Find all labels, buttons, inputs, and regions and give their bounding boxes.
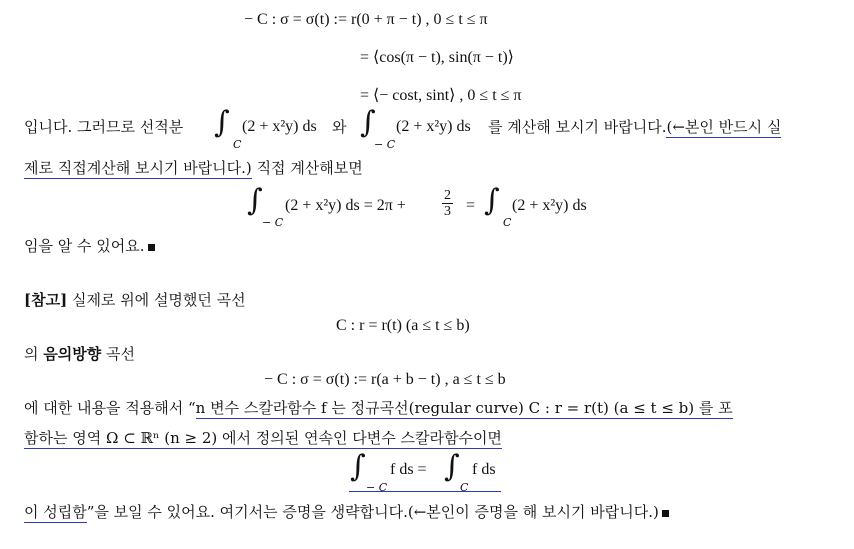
equation-text: − C : σ = σ(t) := r(a + b − t) , a ≤ t ≤ b: [264, 371, 506, 388]
paragraph-2: [24, 236, 155, 256]
denominator: 3: [444, 204, 451, 219]
eq2-sub-mc: [366, 478, 387, 498]
subscript: − C: [366, 481, 388, 494]
equation-line-1: [244, 10, 488, 30]
paragraph-text: 직접 계산해보면: [251, 159, 363, 177]
reference-label: [참고]: [24, 291, 68, 309]
eq2-sub-c: [460, 478, 468, 498]
paragraph-text: 의: [24, 345, 44, 363]
paragraph-1-line-2: [24, 158, 363, 178]
integral-sub-mc: [374, 135, 395, 155]
eq1-rhs: [512, 196, 587, 216]
statement-underlined: 이 성립함: [24, 503, 87, 521]
equation-text: f ds: [472, 461, 496, 478]
bold-term: 음의방향: [43, 345, 102, 363]
integral-sign: ∫: [360, 105, 376, 140]
statement-underlined: 함하는 영역 Ω ⊂ ℝⁿ (n ≥ 2) 에서 정의된 연속인 다변수 스칼라함수이면: [24, 429, 502, 447]
integral-sign: ∫: [444, 449, 460, 484]
eq2-integral-right: [444, 449, 460, 484]
paragraph-text: 와: [332, 118, 347, 136]
integrand-text: (2 + x²y) ds: [396, 118, 471, 135]
equation-text: = ⟨cos(π − t), sin(π − t)⟩: [360, 49, 514, 66]
equation-text: (2 + x²y) ds: [512, 197, 587, 214]
equation-text: C : r = r(t) (a ≤ t ≤ b): [336, 317, 470, 334]
integral-sign: ∫: [247, 183, 263, 218]
equation-text: (2 + x²y) ds = 2π +: [285, 197, 406, 214]
end-of-proof-square: [148, 244, 155, 251]
paragraph-1-line-1: [24, 117, 183, 137]
paragraph-6: [24, 502, 669, 522]
paragraph-1-tail: [488, 117, 781, 137]
paragraph-text: 곡선: [101, 345, 135, 363]
equation-line-2: [360, 48, 514, 68]
eq2-rhs: [472, 460, 496, 480]
paragraph-text: ”을 보일 수 있어요. 여기서는 증명을 생략합니다.(←본인이 증명을 해 보시기 바랍니다.): [86, 503, 659, 521]
paragraph-text: 임을 알 수 있어요.: [24, 237, 145, 255]
numerator: 2: [444, 188, 451, 203]
eq1-sub-mc: [262, 213, 283, 233]
paragraph-text: 실제로 위에 설명했던 곡선: [67, 291, 246, 309]
note-underlined: 제로 직접계산해 보시기 바랍니다.): [24, 159, 252, 177]
integral-sign: ∫: [484, 183, 500, 218]
subscript: − C: [374, 138, 396, 151]
reference-line: [24, 290, 246, 310]
paragraph-text: 입니다. 그러므로 선적분: [24, 118, 184, 136]
integral-sign: ∫: [214, 105, 230, 140]
paragraph-text: 에 대한 내용을 적용해서 “: [24, 399, 196, 417]
paragraph-4-line-1: [24, 398, 733, 418]
eq2-lhs: [390, 460, 427, 480]
integrand-2: [396, 117, 471, 137]
paragraph-4-line-2: [24, 428, 502, 448]
eq1-integral-right: [484, 183, 500, 218]
subscript: C: [503, 216, 512, 229]
conj-wa: [332, 117, 347, 137]
integrand-1: [242, 117, 317, 137]
integrand-text: (2 + x²y) ds: [242, 118, 317, 135]
equation-text: f ds =: [390, 461, 427, 478]
curve-definition: [336, 316, 470, 336]
eq1-sub-c: [503, 213, 511, 233]
subscript: C: [460, 481, 469, 494]
eq1-fraction: [442, 188, 453, 219]
paragraph-text: 를 계산해 보시기 바랍니다.: [488, 118, 667, 136]
paragraph-3: [24, 344, 135, 364]
note-underlined: (←본인 반드시 실: [666, 118, 782, 136]
eq1-lhs: [285, 196, 406, 216]
integral-sign: ∫: [350, 449, 366, 484]
subscript: C: [233, 138, 242, 151]
statement-underlined: n 변수 스칼라함수 f 는 정규곡선(regular curve) C : r = r(t) (a ≤ t ≤ b) 를 포: [195, 399, 733, 417]
equals-sign: =: [466, 197, 476, 214]
integral-c: [214, 105, 230, 140]
eq1-integral-left: [247, 183, 263, 218]
integral-sub-c: [233, 135, 241, 155]
equation-line-3: [360, 86, 522, 106]
equation-text: − C : σ = σ(t) := r(0 + π − t) , 0 ≤ t ≤ π: [244, 11, 488, 28]
subscript: − C: [262, 216, 284, 229]
end-of-proof-square: [662, 510, 669, 517]
equation-line-4: [264, 370, 506, 390]
eq1-equals: [466, 196, 475, 216]
eq2-integral-left: [350, 449, 366, 484]
equation-text: = ⟨− cost, sint⟩ , 0 ≤ t ≤ π: [360, 87, 522, 104]
integral-mc: [360, 105, 376, 140]
fraction: [442, 188, 453, 219]
